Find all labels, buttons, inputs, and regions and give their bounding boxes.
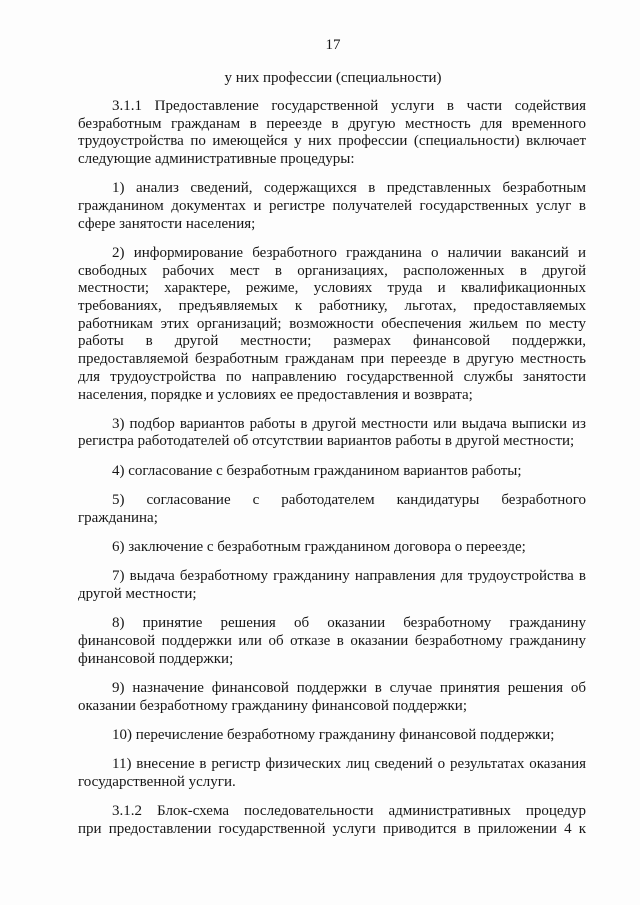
heading-continuation: у них профессии (специальности) [224,70,442,86]
procedure-list-item [78,416,586,451]
procedure-list-item [78,180,586,233]
text-line: предоставляемой безработным гражданам при переезде в другую местность [78,351,586,368]
text-line: свободных рабочих мест в организациях, расположенных в другой [78,262,586,279]
text-line: 11) внесение в регистр физических лиц сведений о результатах оказания [112,756,586,773]
procedure-list-item [78,727,586,745]
procedure-list-item [78,539,586,557]
text-line: регистра работодателей об отсутствии вариантов работы в другой местности; [78,433,575,450]
text-line: трудоустройства по имеющейся у них профессии (специальности) включает [78,133,586,150]
text-line: населения, порядке и условиях ее предоставления и возврата; [78,386,473,403]
text-line: 9) назначение финансовой поддержки в случае принятия решения об [112,679,586,696]
text-line: другой местности; [78,585,197,602]
text-line: сфере занятости населения; [78,215,256,232]
text-line: 4) согласование с безработным гражданином вариантов работы; [112,462,522,479]
procedure-list-item [78,463,586,481]
text-line: 7) выдача безработному гражданину направления для трудоустройства в [112,568,586,585]
text-line: 1) анализ сведений, содержащихся в представленных безработным [112,180,586,197]
text-line: 8) принятие решения об оказании безработному гражданину [112,615,586,632]
text-line: местности; характере, режиме, условиях труда и квалификационных [78,280,586,297]
procedure-list-item [78,680,586,715]
procedure-list-item [78,492,586,527]
text-line: требованиях, предъявляемых к работнику, льготах, предоставляемых [78,298,586,315]
section-paragraph [78,803,586,838]
text-line: государственной услуги. [78,773,236,790]
text-line: гражданина; [78,509,158,526]
text-line: при предоставлении государственной услуги приводится в приложении 4 к [78,820,586,837]
procedure-list-item [78,568,586,603]
document-body [78,98,586,850]
text-line: следующие административные процедуры: [78,151,355,168]
text-line: 2) информирование безработного гражданина о наличии вакансий и [112,245,586,261]
text-line: 3.1.1 Предоставление государственной услуги в части содействия [112,98,586,114]
section-paragraph [78,98,586,169]
text-line: финансовой поддержки или об отказе в оказании безработному гражданину [78,632,586,649]
text-line: гражданином документах и регистре получателей государственных услуг в [78,198,586,215]
text-line: безработным гражданам в переезде в другую местность для временного [78,115,586,132]
text-line: 3.1.2 Блок-схема последовательности административных процедур [112,803,586,820]
text-line: 3) подбор вариантов работы в другой местности или выдача выписки из [112,415,586,432]
text-line: 5) согласование с работодателем кандидатуры безработного [112,492,586,509]
text-line: 10) перечисление безработному гражданину финансовой поддержки; [112,726,555,743]
text-line: для трудоустройства по направлению государственной службы занятости [78,368,586,385]
page-number: 17 [325,37,341,53]
text-line: оказании безработному гражданину финансовой поддержки; [78,697,467,714]
text-line: финансовой поддержки; [78,650,234,667]
procedure-list-item [78,756,586,791]
text-line: 6) заключение с безработным гражданином договора о переезде; [112,539,526,555]
procedure-list-item [78,615,586,668]
text-line: работникам этих организаций; возможности обеспечения жильем по месту [78,315,586,332]
procedure-list-item [78,245,586,404]
text-line: работы в другой местности; размерах финансовой поддержки, [78,333,586,350]
